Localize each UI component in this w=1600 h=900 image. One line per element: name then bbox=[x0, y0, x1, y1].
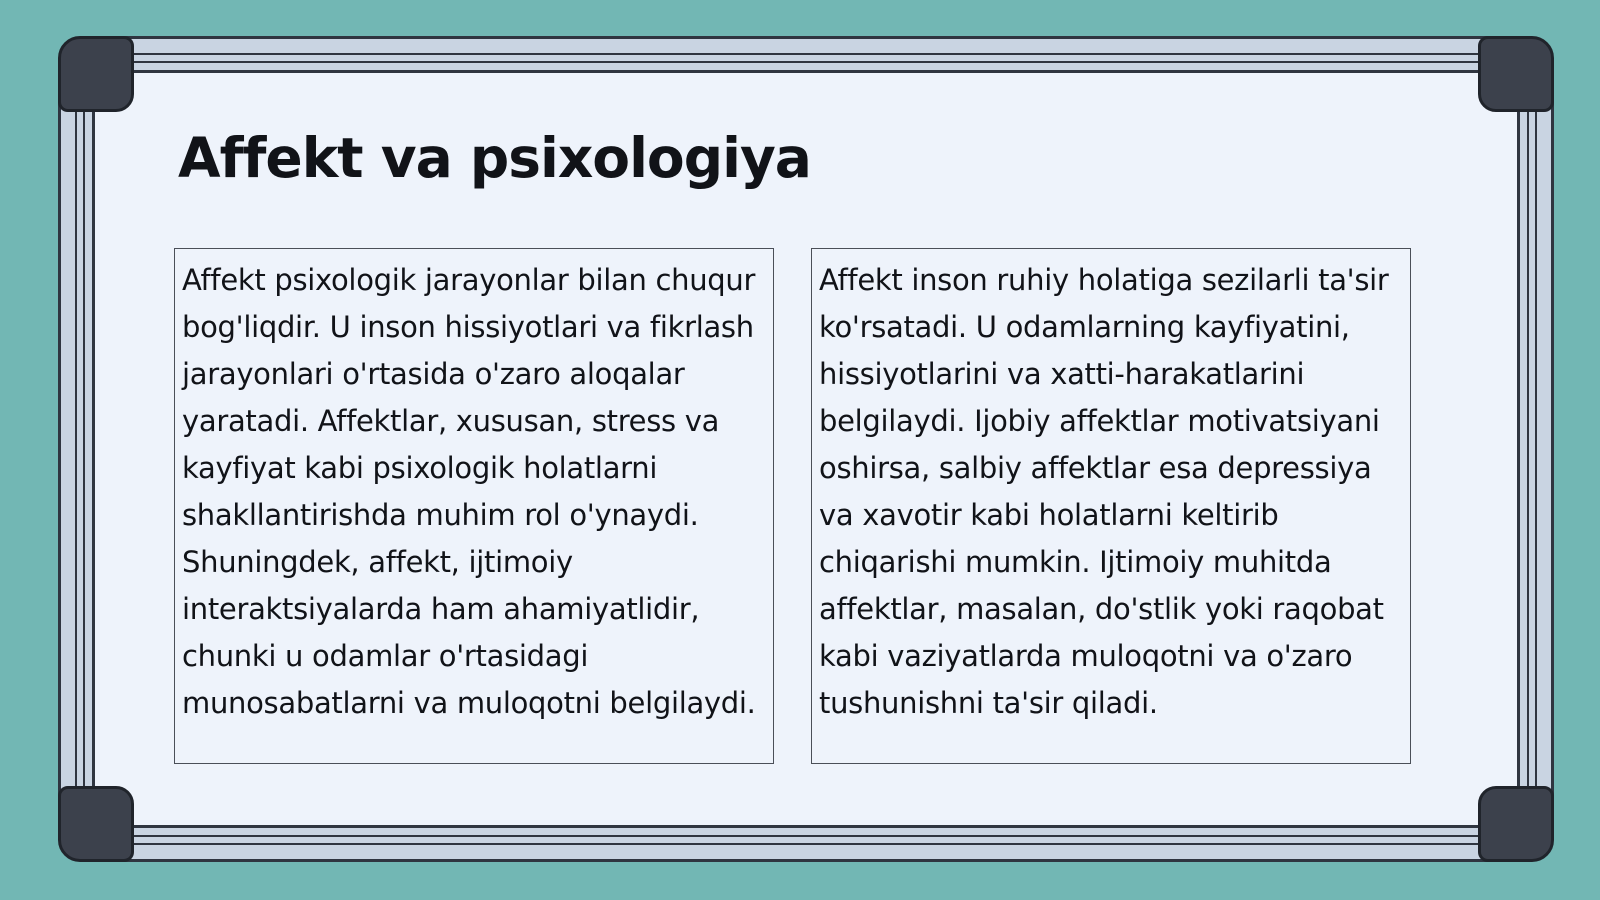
frame-stripe bbox=[91, 835, 1521, 837]
slide-title: Affekt va psixologiya bbox=[178, 126, 811, 190]
frame-corner bbox=[1478, 786, 1554, 862]
frame-stripe bbox=[1535, 69, 1537, 829]
frame-stripe bbox=[91, 53, 1521, 55]
frame-corner bbox=[58, 36, 134, 112]
frame-stripe bbox=[91, 61, 1521, 63]
frame-corner bbox=[1478, 36, 1554, 112]
frame-stripe bbox=[1527, 69, 1529, 829]
frame-stripe bbox=[83, 69, 85, 829]
frame-stripe bbox=[91, 843, 1521, 845]
frame-stripe bbox=[75, 69, 77, 829]
left-text-box[interactable]: Affekt psixologik jarayonlar bilan chuqur bog'liqdir. U inson hissiyotlari va fikrlash jarayonlari o'rtasida o'zaro aloqalar yaratadi. Affektlar, xususan, stress va kayfiyat kabi psixologik holatlarni shakllantirishda muhim rol o'ynaydi. Shuningdek, affekt, ijtimoiy interaktsiyalarda ham ahamiyatlidir, chunki u odamlar o'rtasidagi munosabatlarni va muloqotni belgilaydi. bbox=[174, 248, 774, 764]
frame-corner bbox=[58, 786, 134, 862]
whiteboard bbox=[58, 36, 1554, 862]
right-text-box[interactable]: Affekt inson ruhiy holatiga sezilarli ta'sir ko'rsatadi. U odamlarning kayfiyatini, hissiyotlarini va xatti-harakatlarini belgilaydi. Ijobiy affektlar motivatsiyani oshirsa, salbiy affektlar esa depressiya va xavotir kabi holatlarni keltirib chiqarishi mumkin. Ijtimoiy muhitda affektlar, masalan, do'stlik yoki raqobat kabi vaziyatlarda muloqotni va o'zaro tushunishni ta'sir qiladi. bbox=[811, 248, 1411, 764]
